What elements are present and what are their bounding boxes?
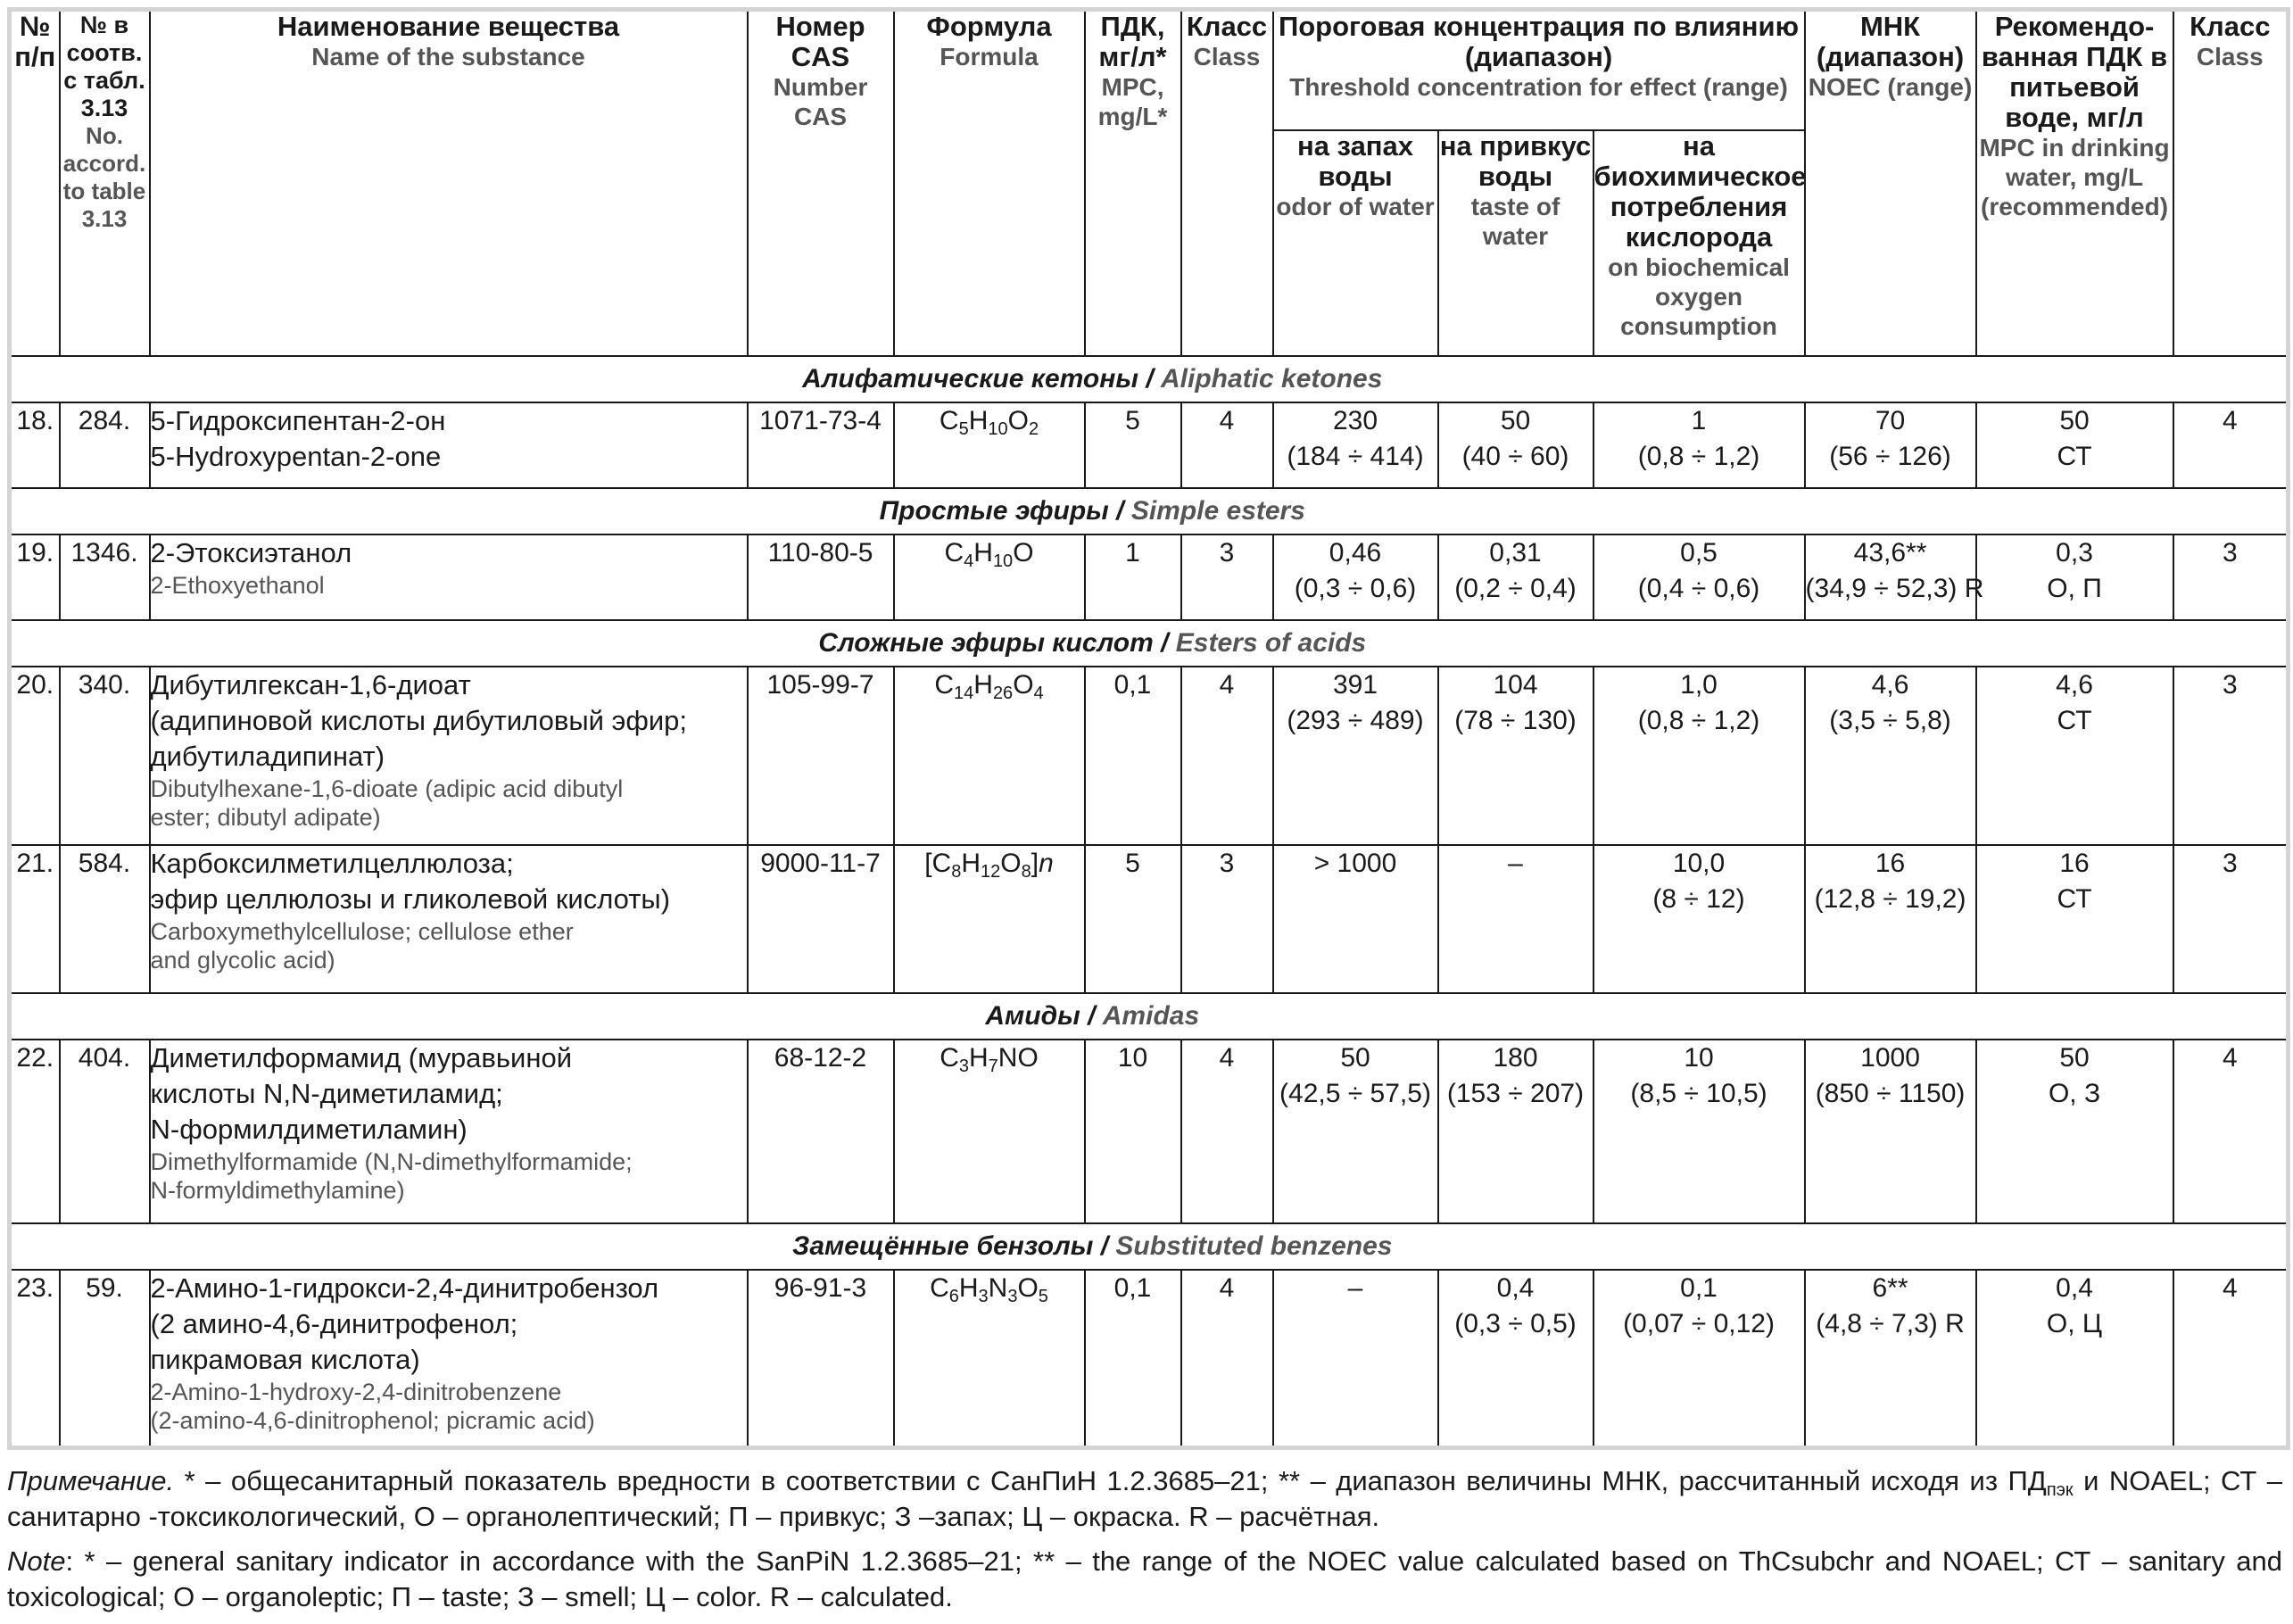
header-bio: на биохимическое потребления кислорода on biochemical oxygen consumption [1594, 130, 1805, 356]
formula: $C_6H_3N_3O_5$ [894, 1270, 1085, 1448]
formula: $[C_8H_{12}O_8]n$ [894, 845, 1085, 993]
formula: $C_5H_{10}O_2$ [894, 402, 1085, 488]
table-row: 23. 59. 2-Амино-1-гидрокси-2,4-динитробензол (2 амино-4,6-динитрофенол; пикрамовая кислота) 2-Amino-1-hydroxy-2,4-dinitrobenzene (2-amino-4,6-dinitrophenol; picramic acid) 96-91-3 $C_6H_3N_3O_5$ 0,1 4 – 0,4 (0,3 ÷ 0,5) 0,1 (0,07 ÷ 0,12) 6** (4,8 ÷ 7,3) R 0,4 О, Ц 4 [10, 1270, 2289, 1448]
header-cas: Номер CAS Number CAS [748, 10, 894, 356]
header-odor: на запах воды odor of water [1273, 130, 1438, 356]
table-row: 18. 284. 5-Гидроксипентан-2-он 5-Hydroxypentan-2-one 1071-73-4 $C_5H_{10}O_2$ 5 4 230 (184 ÷ 414) 50 (40 ÷ 60) 1 (0,8 ÷ 1,2) 70 (56 ÷ 126) 50 СТ 4 [10, 402, 2289, 488]
substance-name: Дибутилгексан-1,6-диоат (адипиновой кислоты дибутиловый эфир; дибутиладипинат) Dibutylhexane-1,6-dioate (adipic acid dibutyl ester; dibutyl adipate) [150, 667, 748, 845]
note-en: Note: * – general sanitary indicator in accordance with the SanPiN 1.2.3685–21; ** – the range of the NOEC value calculated based on ThCsubchr and NOAEL; СТ – sanitary and toxicological; О – organoleptic; П – taste; З – smell; Ц – color. R – calculated. [7, 1545, 2282, 1612]
substance-name: 5-Гидроксипентан-2-он 5-Hydroxypentan-2-one [150, 402, 748, 488]
table-row: 19. 1346. 2-Этоксиэтанол 2-Ethoxyethanol 110-80-5 $C_4H_{10}O$ 1 3 0,46 (0,3 ÷ 0,6) 0,31 (0,2 ÷ 0,4) 0,5 (0,4 ÷ 0,6) 43,6** (34,9 ÷ 52,3) R 0,3 О, П 3 [10, 534, 2289, 620]
header-num: № п/п [10, 10, 60, 356]
section-row: Простые эфиры / Simple esters [10, 488, 2289, 534]
table-row: 22. 404. Диметилформамид (муравьиной кислоты N,N-диметиламид; N-формилдиметиламин) Dimethylformamide (N,N-dimethylformamide; N-formyldimethylamine) 68-12-2 $C_3H_7NO$ 10 4 50 (42,5 ÷ 57,5) 180 (153 ÷ 207) 10 (8,5 ÷ 10,5) 1000 (850 ÷ 1150) 50 О, З 4 [10, 1040, 2289, 1223]
header-accord: № в соотв. с табл. 3.13 No. accord. to table 3.13 [60, 10, 150, 356]
formula: $C_4H_{10}O$ [894, 534, 1085, 620]
formula: $C_3H_7NO$ [894, 1040, 1085, 1223]
table-row: 21. 584. Карбоксилметилцеллюлоза; эфир целлюлозы и гликолевой кислоты) Carboxymethylcellulose; cellulose ether and glycolic acid) 9000-11-7 $[C_8H_{12}O_8]n$ 5 3 > 1000 – 10,0 (8 ÷ 12) 16 (12,8 ÷ 19,2) 16 СТ 3 [10, 845, 2289, 993]
header-recommended: Рекомендо-ванная ПДК в питьевой воде, мг/л MPC in drinking water, mg/L (recommended) [1976, 10, 2173, 356]
header-class: Класс Class [1181, 10, 1273, 356]
substance-name: Карбоксилметилцеллюлоза; эфир целлюлозы и гликолевой кислоты) Carboxymethylcellulose; cellulose ether and glycolic acid) [150, 845, 748, 993]
section-row: Замещённые бензолы / Substituted benzenes [10, 1223, 2289, 1270]
substances-table [7, 7, 2290, 1450]
header-taste: на привкус воды taste of water [1438, 130, 1594, 356]
substance-name: Диметилформамид (муравьиной кислоты N,N-диметиламид; N-формилдиметиламин) Dimethylformamide (N,N-dimethylformamide; N-formyldimethylamine) [150, 1040, 748, 1223]
header-threshold: Пороговая концентрация по влиянию (диапазон) Threshold concentration for effect (range) [1273, 10, 1805, 130]
document [7, 7, 2286, 1450]
substance-name: 2-Амино-1-гидрокси-2,4-динитробензол (2 амино-4,6-динитрофенол; пикрамовая кислота) 2-Amino-1-hydroxy-2,4-dinitrobenzene (2-amino-4,6-dinitrophenol; picramic acid) [150, 1270, 748, 1448]
header-mpc: ПДК, мг/л* MPC, mg/L* [1085, 10, 1181, 356]
note-ru: Примечание. * – общесанитарный показатель вредности в соответствии с СанПиН 1.2.3685–21; ** – диапазон величины МНК, рассчитанный исходя из $ПД_{пэк}$ и NOAEL; СТ – санитарно -токсикологический, О – органолептический; П – привкус; З –запах; Ц – окраска. R – расчётная. [7, 1465, 2283, 1532]
substance-name: 2-Этоксиэтанол 2-Ethoxyethanol [150, 534, 748, 620]
table-header [10, 10, 2289, 356]
header-mnk: МНК (диапазон) NOEC (range) [1805, 10, 1976, 356]
section-row: Амиды / Amidas [10, 993, 2289, 1040]
header-formula: Формула Formula [894, 10, 1085, 356]
table-body [10, 356, 2289, 1448]
table-row: 20. 340. Дибутилгексан-1,6-диоат (адипиновой кислоты дибутиловый эфир; дибутиладипинат) Dibutylhexane-1,6-dioate (adipic acid dibutyl ester; dibutyl adipate) 105-99-7 $C_{14}H_{26}O_4$ 0,1 4 391 (293 ÷ 489) 104 (78 ÷ 130) 1,0 (0,8 ÷ 1,2) 4,6 (3,5 ÷ 5,8) 4,6 СТ 3 [10, 667, 2289, 845]
table-notes [7, 1463, 2282, 1624]
section-row: Алифатические кетоны / Aliphatic ketones [10, 356, 2289, 402]
section-row: Сложные эфиры кислот / Esters of acids [10, 620, 2289, 667]
header-name: Наименование вещества Name of the substance [150, 10, 748, 356]
formula: $C_{14}H_{26}O_4$ [894, 667, 1085, 845]
header-class-2: Класс Class [2173, 10, 2289, 356]
